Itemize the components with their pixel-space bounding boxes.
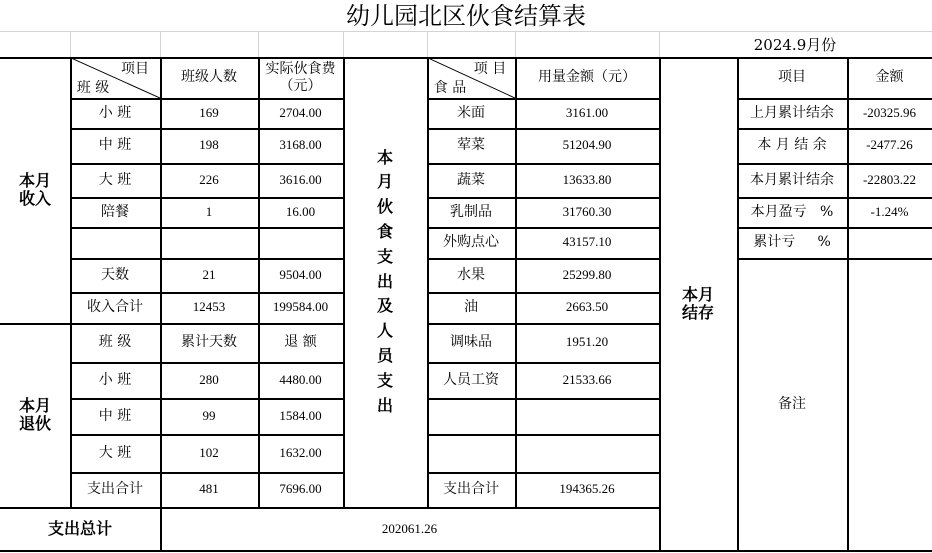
income-header-fee-line1: 实际伙食费 (265, 61, 336, 78)
withdraw-row-days: 102 (199, 444, 219, 460)
balance-section-label (659, 57, 737, 551)
expense-header-item: 项 目 (473, 60, 507, 77)
expense-header-amount: 用量金额（元） (538, 69, 636, 86)
expense-row-amount (515, 434, 659, 472)
expense-row-name: 蔬菜 (457, 171, 485, 188)
vertical-char: 人 (376, 321, 393, 341)
balance-row-name: 上月累计结余 (750, 104, 834, 121)
grid-line (659, 31, 660, 57)
income-row-count: 226 (199, 171, 219, 187)
grand-total-value: 202061.26 (381, 520, 438, 536)
balance-label-line2: 结存 (681, 303, 714, 322)
balance-row-name: 本月盈亏 % (750, 203, 834, 220)
withdraw-row-name: 小 班 (98, 371, 132, 388)
balance-row-name: 本月累计结余 (750, 171, 834, 188)
expense-total-amount: 194365.26 (559, 481, 615, 497)
withdraw-total-name: 支出合计 (87, 481, 143, 498)
income-header-count: 班级人数 (181, 69, 237, 86)
expense-row-amount: 51204.90 (562, 137, 612, 153)
income-row-name: 大 班 (98, 171, 132, 188)
balance-label-line1: 本月 (681, 284, 714, 304)
expense-row-name: 乳制品 (450, 203, 492, 220)
vertical-char: 支 (376, 370, 393, 390)
income-row-name: 天数 (101, 266, 129, 283)
expense-row-name: 外购点心 (443, 234, 499, 251)
withdraw-total-amount: 7696.00 (279, 481, 322, 497)
balance-row-amount: -20325.96 (862, 104, 917, 120)
page-title: 幼儿园北区伙食结算表 (346, 2, 586, 31)
expense-row-amount (515, 398, 659, 434)
withdraw-row-amount: 1632.00 (279, 444, 322, 460)
income-total-count: 12453 (192, 299, 226, 315)
expense-row-name: 水果 (457, 266, 485, 283)
withdraw-header-days: 累计天数 (181, 334, 237, 351)
expense-row-name: 油 (464, 299, 478, 316)
withdraw-row-amount: 1584.00 (279, 407, 322, 423)
expense-row-name: 调味品 (450, 334, 492, 351)
expense-row-amount: 31760.30 (562, 203, 612, 219)
income-row-name: 陪餐 (101, 203, 129, 220)
vertical-char: 食 (376, 222, 393, 241)
income-label-line2: 收入 (18, 189, 51, 208)
expense-row-amount: 3161.00 (565, 104, 609, 120)
income-row-name: 中 班 (98, 137, 132, 154)
vertical-char: 及 (376, 296, 393, 316)
income-row-count (160, 227, 258, 258)
withdraw-row-days: 280 (199, 371, 219, 387)
vertical-char: 月 (376, 172, 393, 192)
grid-line (515, 31, 516, 57)
balance-row-amount: -22803.22 (862, 171, 917, 187)
expense-row-name: 荤菜 (457, 137, 485, 154)
balance-row-amount: -1.24% (870, 203, 909, 219)
income-row-count: 1 (205, 203, 213, 219)
expense-row-amount: 21533.66 (562, 371, 612, 387)
vertical-char: 伙 (376, 197, 393, 217)
income-row-count: 21 (202, 266, 216, 282)
vertical-char: 本 (376, 147, 393, 167)
withdraw-row-amount: 4480.00 (279, 371, 322, 387)
withdraw-header-refund: 退 额 (284, 334, 317, 351)
income-header-fee-line2: （元） (279, 77, 322, 94)
grid-line (160, 31, 161, 57)
income-header-fee (258, 57, 343, 98)
expense-row-amount: 1951.20 (565, 334, 609, 350)
grand-total-label: 支出总计 (47, 518, 112, 538)
income-row-count: 198 (199, 137, 219, 153)
expense-row-amount: 25299.80 (562, 266, 612, 282)
vertical-char: 员 (376, 345, 393, 365)
income-total-amount: 199584.00 (272, 299, 329, 315)
withdraw-label-line2: 退伙 (18, 414, 51, 433)
expense-row-name (427, 434, 515, 472)
expense-row-name (427, 398, 515, 434)
vertical-char: 出 (376, 395, 393, 415)
income-row-amount: 16.00 (285, 203, 316, 219)
balance-row-amount (847, 227, 932, 258)
grid-line (70, 31, 71, 57)
balance-row-amount: -2477.26 (866, 137, 913, 153)
income-row-amount: 3616.00 (279, 171, 322, 187)
expense-total-name: 支出合计 (443, 481, 499, 498)
expense-row-amount: 2663.50 (565, 299, 609, 315)
income-header-item: 项目 (121, 60, 149, 77)
income-row-name: 小 班 (98, 104, 132, 121)
withdraw-total-days: 481 (199, 481, 219, 497)
income-total-name: 收入合计 (87, 299, 143, 316)
withdraw-label-line1: 本月 (18, 395, 51, 415)
income-row-amount: 3168.00 (279, 137, 322, 153)
income-row-amount: 9504.00 (279, 266, 322, 282)
expense-row-amount: 43157.10 (562, 234, 612, 250)
withdraw-row-name: 大 班 (98, 444, 132, 461)
expense-row-name: 米面 (457, 104, 485, 121)
balance-header-amount: 金额 (875, 69, 904, 86)
report-date: 2024.9月份 (753, 36, 837, 55)
balance-row-name: 累计亏 % (753, 234, 831, 251)
expense-header-food: 食 品 (433, 79, 467, 96)
balance-header-item: 项目 (778, 69, 806, 86)
withdraw-row-name: 中 班 (98, 407, 132, 424)
expense-row-amount: 13633.80 (562, 171, 612, 187)
income-header-class: 班 级 (76, 79, 110, 96)
grid-line (343, 31, 344, 57)
income-section-label (0, 57, 70, 323)
grid-line (258, 31, 259, 57)
vertical-char: 支 (376, 246, 393, 266)
income-row-name (70, 227, 160, 258)
income-row-count: 169 (199, 104, 219, 120)
vertical-char: 出 (376, 271, 393, 291)
income-row-amount (258, 227, 343, 258)
income-label-line1: 本月 (18, 170, 51, 190)
income-row-amount: 2704.00 (279, 104, 322, 120)
remark-label: 备注 (778, 396, 806, 413)
expense-row-name: 人员工资 (443, 371, 499, 388)
withdraw-header-class: 班 级 (98, 334, 132, 351)
balance-row-name: 本 月 结 余 (757, 137, 827, 154)
expense-vertical-label (343, 57, 427, 507)
withdraw-row-days: 99 (202, 407, 216, 423)
withdraw-section-label (0, 323, 70, 507)
grid-line (427, 31, 428, 57)
